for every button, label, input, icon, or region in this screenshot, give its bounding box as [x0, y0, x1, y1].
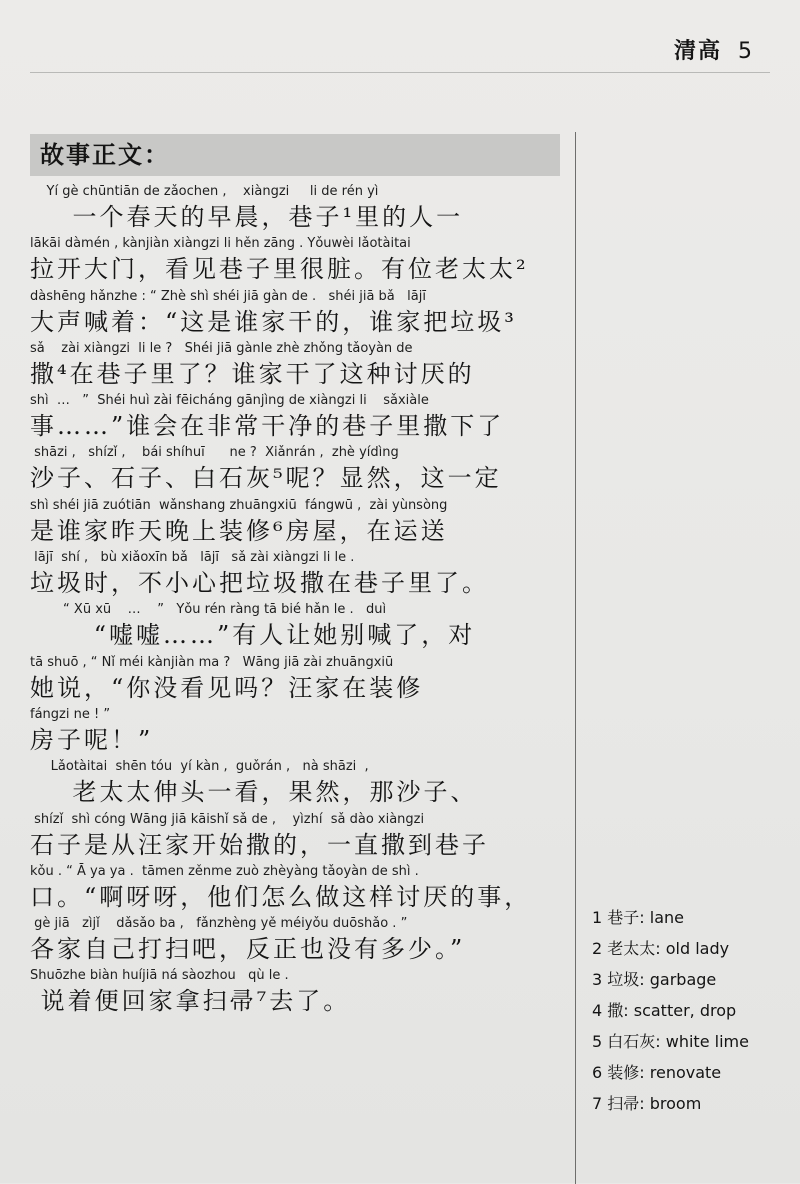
text-line	[30, 340, 570, 392]
hanzi-line: “嘘嘘……”有人让她别喊了，对	[30, 621, 476, 650]
vocab-note: 3 垃圾: garbage	[592, 970, 717, 989]
pinyin-line: Shuōzhe biàn huíjiā ná sàozhou qù le .	[30, 968, 289, 984]
hanzi-line: 撒⁴在巷子里了？谁家干了这种讨厌的	[30, 359, 475, 388]
hanzi-line: 石子是从汪家开始撒的，一直撒到巷子	[30, 830, 489, 859]
story-text	[30, 183, 570, 1020]
hanzi-line: 房子呢！”	[30, 725, 154, 754]
hanzi-line: 一个春天的早晨，巷子¹里的人一	[30, 203, 464, 231]
text-line	[30, 915, 570, 967]
text-line	[30, 549, 570, 601]
column-divider	[575, 132, 576, 1184]
text-line	[30, 183, 570, 235]
text-line	[30, 497, 570, 549]
pinyin-line: “ Xū xū … ” Yǒu rén ràng tā bié hǎn le . duì	[30, 602, 387, 618]
pinyin-line: gè jiā zìjǐ dǎsǎo ba , fǎnzhèng yě méiyǒu duōshǎo . ”	[30, 916, 408, 932]
pinyin-line: shízǐ shì cóng Wāng jiā kāishǐ sǎ de , yìzhí sǎ dào xiàngzi	[30, 811, 425, 827]
text-line	[30, 235, 570, 287]
text-line	[30, 654, 570, 706]
text-line	[30, 444, 570, 496]
hanzi-line: 垃圾时，不小心把垃圾撒在巷子里了。	[30, 569, 489, 598]
text-line	[30, 758, 570, 810]
pinyin-line: Lǎotàitai shēn tóu yí kàn , guǒrán , nà shāzi ,	[30, 759, 369, 775]
pinyin-line: kǒu . “ Ā ya ya . tāmen zěnme zuò zhèyàng tǎoyàn de shì .	[30, 863, 419, 879]
hanzi-line: 大声喊着：“这是谁家干的，谁家把垃圾³	[30, 307, 517, 336]
hanzi-line: 说着便回家拿扫帚⁷去了。	[30, 987, 351, 1016]
pinyin-line: lājī shí , bù xiǎoxīn bǎ lājī sǎ zài xiàngzi li le .	[30, 550, 355, 566]
pinyin-line: Yí gè chūntiān de zǎochen , xiàngzi li de rén yì	[30, 184, 379, 199]
page-number: 5	[738, 39, 752, 64]
pinyin-line: tā shuō , “ Nǐ méi kànjiàn ma ? Wāng jiā zài zhuāngxiū	[30, 654, 394, 670]
pinyin-line: shì shéi jiā zuótiān wǎnshang zhuāngxiū fángwū , zài yùnsòng	[30, 497, 448, 513]
vocab-note: 1 巷子: lane	[592, 908, 684, 927]
hanzi-line: 口。“啊呀呀，他们怎么做这样讨厌的事，	[30, 882, 532, 911]
pinyin-line: sǎ zài xiàngzi li le ? Shéi jiā gànle zhè zhǒng tǎoyàn de	[30, 340, 413, 356]
hanzi-line: 老太太伸头一看，果然，那沙子、	[30, 778, 478, 807]
pinyin-line: shāzi , shízǐ , bái shíhuī ne ? Xiǎnrán , zhè yídìng	[30, 445, 399, 461]
hanzi-line: 沙子、石子、白石灰⁵呢？显然，这一定	[30, 464, 502, 493]
hanzi-line: 各家自己打扫吧，反正也没有多少。”	[30, 935, 466, 964]
text-line	[30, 706, 570, 758]
text-line	[30, 967, 570, 1019]
text-line	[30, 811, 570, 863]
vocab-note: 7 扫帚: broom	[592, 1094, 702, 1113]
hanzi-line: 她说，“你没看见吗？汪家在装修	[30, 673, 424, 702]
vocab-note: 2 老太太: old lady	[592, 939, 730, 958]
vocab-note: 6 装修: renovate	[592, 1063, 722, 1082]
header-divider	[30, 72, 770, 73]
pinyin-line: fángzi ne ! ”	[30, 706, 111, 722]
page-header	[674, 34, 752, 65]
vocab-note: 5 白石灰: white lime	[592, 1032, 749, 1051]
hanzi-line: 是谁家昨天晚上装修⁶房屋，在运送	[30, 516, 448, 545]
pinyin-line: dàshēng hǎnzhe : “ Zhè shì shéi jiā gàn de . shéi jiā bǎ lājī	[30, 288, 426, 304]
chapter-title: 清高	[673, 39, 722, 64]
vocabulary-notes	[592, 902, 749, 1119]
text-line	[30, 392, 570, 444]
pinyin-line: lākāi dàmén , kànjiàn xiàngzi li hěn zāng . Yǒuwèi lǎotàitai	[30, 236, 411, 252]
text-line	[30, 863, 570, 915]
vocab-note: 4 撒: scatter, drop	[592, 1001, 737, 1020]
hanzi-line: 拉开大门，看见巷子里很脏。有位老太太²	[30, 255, 529, 284]
text-line	[30, 601, 570, 653]
hanzi-line: 事……”谁会在非常干净的巷子里撒下了	[30, 412, 505, 441]
section-title: 故事正文：	[30, 134, 560, 176]
text-line	[30, 288, 570, 340]
pinyin-line: shì … ” Shéi huì zài fēicháng gānjìng de xiàngzi li sǎxiàle	[30, 393, 429, 409]
